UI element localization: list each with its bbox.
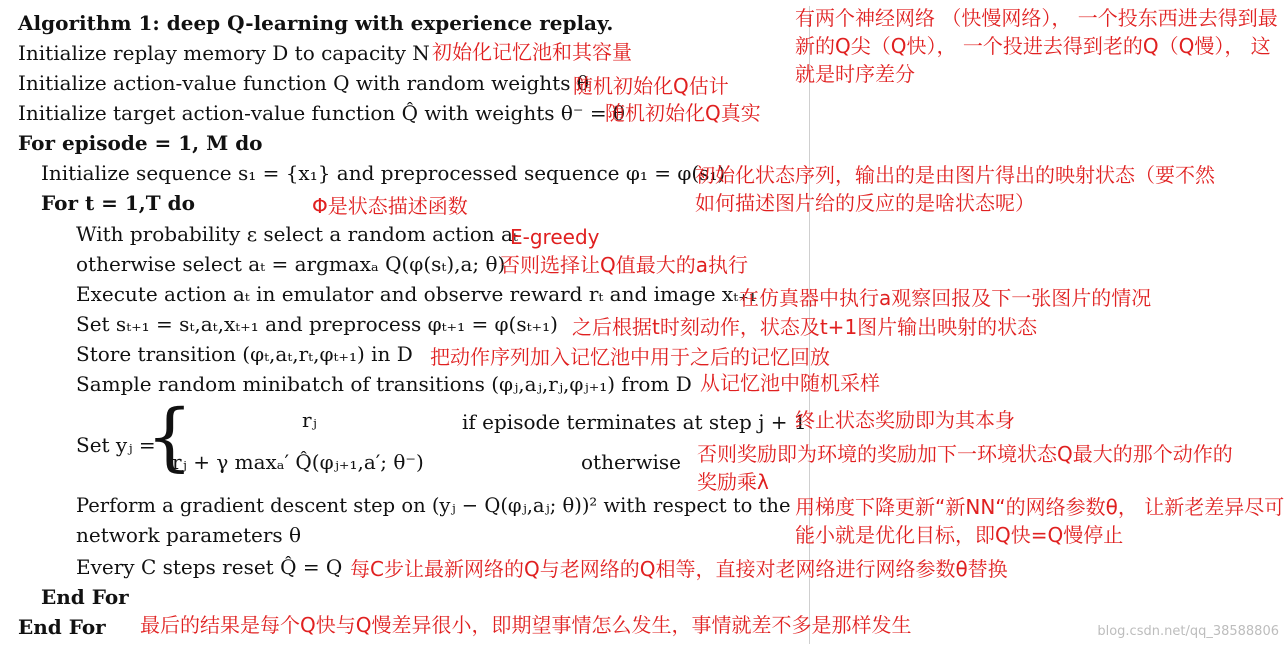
piecewise-case-2-value: rⱼ + γ maxₐ′ Q̂(φⱼ₊₁,a′; θ⁻) (172, 450, 424, 474)
algo-line-6: For t = 1,T do (41, 191, 195, 215)
algo-line-network-params: network parameters θ (76, 523, 302, 547)
annotation-9: 之后根据t时刻动作，状态及t+1图片输出映射的状态 (572, 315, 1038, 339)
annotation-15: 每C步让最新网络的Q与老网络的Q相等，直接对老网络进行网络参数θ替换 (350, 557, 1008, 581)
piecewise-case-1-value: rⱼ (302, 408, 317, 432)
algo-line-3: Initialize target action-value function Q̂ with weights θ⁻ = θ (18, 101, 625, 125)
algo-line-4: For episode = 1, M do (18, 131, 263, 155)
annotation-8: 在仿真器中执行a观察回报及下一张图片的情况 (739, 286, 1152, 310)
piecewise-label: Set yⱼ = (76, 433, 156, 457)
annotation-6: E-greedy (510, 225, 600, 249)
annotation-5: Φ是状态描述函数 (312, 194, 468, 218)
algorithm-title: Algorithm 1: deep Q-learning with experience replay. (18, 11, 614, 35)
algo-end-for-outer: End For (18, 615, 106, 639)
annotation-12: 终止状态奖励即为其本身 (795, 408, 1015, 432)
algo-line-9: Execute action aₜ in emulator and observe reward rₜ and image xₜ₊₁ (76, 282, 757, 306)
algo-line-7: With probability ε select a random action aₜ (76, 222, 518, 246)
algo-line-8: otherwise select aₜ = argmaxₐ Q(φ(sₜ),a; θ) (76, 252, 506, 276)
algo-line-1: Initialize replay memory D to capacity N (18, 41, 430, 65)
algo-line-5: Initialize sequence s₁ = {x₁} and preprocessed sequence φ₁ = φ(s₁) (41, 161, 726, 185)
piecewise-brace: { (146, 394, 194, 480)
annotation-1: 初始化记忆池和其容量 (432, 40, 632, 64)
watermark: blog.csdn.net/qq_38588806 (1097, 624, 1279, 639)
annotation-10: 把动作序列加入记忆池中用于之后的记忆回放 (430, 345, 830, 369)
algo-line-reset: Every C steps reset Q̂ = Q (76, 555, 343, 579)
annotation-16: 最后的结果是每个Q快与Q慢差异很小，即期望事情怎么发生，事情就差不多是那样发生 (140, 613, 912, 637)
annotation-top-right: 有两个神经网络 （快慢网络）， 一个投东西进去得到最新的Q尖（Q快）， 一个投进去得到老的Q（Q慢）， 这就是时序差分 (795, 6, 1278, 86)
algo-line-10: Set sₜ₊₁ = sₜ,aₜ,xₜ₊₁ and preprocess φₜ₊₁ = φ(sₜ₊₁) (76, 312, 558, 336)
annotation-7: 否则选择让Q值最大的a执行 (500, 253, 748, 277)
annotation-2: 随机初始化Q估计 (573, 74, 729, 98)
algo-end-for-inner: End For (41, 585, 129, 609)
piecewise-case-2-condition: otherwise (581, 450, 681, 474)
annotation-3: 随机初始化Q真实 (605, 101, 761, 125)
algo-line-11: Store transition (φₜ,aₜ,rₜ,φₜ₊₁) in D (76, 342, 413, 366)
annotation-13: 否则奖励即为环境的奖励加下一环境状态Q最大的那个动作的奖励乘λ (697, 442, 1233, 494)
algo-line-gradient: Perform a gradient descent step on (yⱼ − Q(φⱼ,aⱼ; θ))² with respect to the (76, 494, 791, 517)
algo-line-2: Initialize action-value function Q with random weights θ (18, 71, 589, 95)
piecewise-case-1-condition: if episode terminates at step j + 1 (462, 410, 807, 434)
annotation-4: 初始化状态序列，输出的是由图片得出的映射状态（要不然如何描述图片给的反应的是啥状态呢） (695, 163, 1215, 215)
annotation-14: 用梯度下降更新“新NN“的网络参数θ， 让新老差异尽可能小就是优化目标，即Q快=Q慢停止 (795, 495, 1285, 547)
annotation-11: 从记忆池中随机采样 (700, 371, 880, 395)
algo-line-12: Sample random minibatch of transitions (φⱼ,aⱼ,rⱼ,φⱼ₊₁) from D (76, 372, 692, 396)
